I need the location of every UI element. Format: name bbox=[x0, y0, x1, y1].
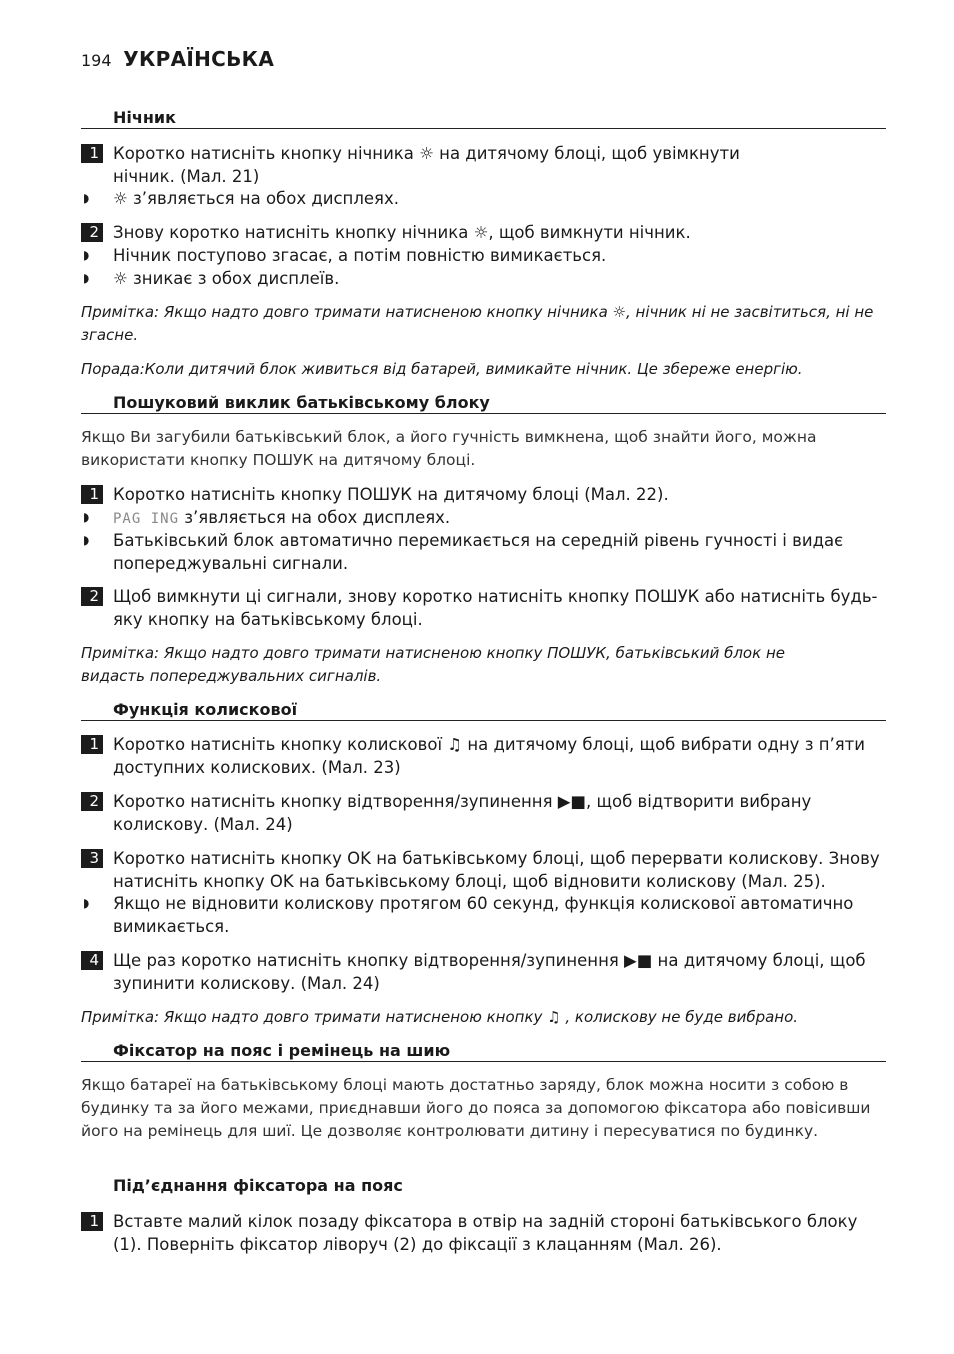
section-heading-attach: Під’єднання фіксатора на пояс bbox=[113, 1176, 403, 1195]
step-number: 1 bbox=[81, 485, 103, 504]
bullet-item: ◗ ☼ зникає з обох дисплеїв. bbox=[83, 269, 340, 288]
lcd-display-text: PAG ING bbox=[113, 511, 180, 527]
step-number: 1 bbox=[81, 144, 103, 163]
step-number: 1 bbox=[81, 1212, 103, 1231]
tip-text: Порада:Коли дитячий блок живиться від батарей, вимикайте нічник. Це збереже енергію. bbox=[81, 360, 803, 378]
step-number: 2 bbox=[81, 587, 103, 606]
step-number: 3 bbox=[81, 849, 103, 868]
step-item: 1 Коротко натисніть кнопку ПОШУК на дитячому блоці (Мал. 22). bbox=[81, 483, 891, 506]
bullet-icon: ◗ bbox=[83, 896, 90, 910]
step-item: 4 Ще раз коротко натисніть кнопку відтворення/зупинення ▶■ на дитячому блоці, щоб зупинити колискову. (Мал. 24) bbox=[81, 949, 891, 995]
step-item: 2 Щоб вимкнути ці сигнали, знову коротко натисніть кнопку ПОШУК або натисніть будь-яку кнопку на батьківському блоці. bbox=[81, 585, 891, 631]
language-title: УКРАЇНСЬКА bbox=[123, 47, 275, 71]
intro-paragraph: Якщо Ви загубили батьківський блок, а його гучність вимкнена, щоб знайти його, можна використати кнопку ПОШУК на дитячому блоці. bbox=[81, 428, 817, 469]
bullet-icon: ◗ bbox=[83, 510, 90, 524]
step-number: 2 bbox=[81, 223, 103, 242]
section-heading-night-light: Нічник bbox=[81, 108, 886, 129]
step-item: 1 Коротко натисніть кнопку нічника ☼ на дитячому блоці, щоб увімкнути нічник. (Мал. 21) bbox=[81, 142, 891, 188]
bullet-icon: ◗ bbox=[83, 248, 90, 262]
step-item: 1 Коротко натисніть кнопку колискової ♫ на дитячому блоці, щоб вибрати одну з п’яти доступних колискових. (Мал. 23) bbox=[81, 733, 891, 779]
step-item: 3 Коротко натисніть кнопку OK на батьківському блоці, щоб перервати колискову. Знову натисніть кнопку OK на батьківському блоці, щоб відновити колискову (Мал. 25). bbox=[81, 847, 891, 893]
step-item: 2 Знову коротко натисніть кнопку нічника ☼, щоб вимкнути нічник. bbox=[81, 221, 891, 244]
step-item: 2 Коротко натисніть кнопку відтворення/зупинення ▶■, щоб відтворити вибрану колискову. (Мал. 24) bbox=[81, 790, 891, 836]
bullet-icon: ◗ bbox=[83, 271, 90, 285]
step-number: 2 bbox=[81, 792, 103, 811]
intro-paragraph: Якщо батареї на батьківському блоці мають достатньо заряду, блок можна носити з собою в будинку та за його межами, приєднавши його до пояса за допомогою фіксатора або повісивши його на ремінець для шиї. Це дозволяє контролювати дитину і пересуватися по будинку. bbox=[81, 1076, 871, 1140]
section-heading-lullaby: Функція колискової bbox=[81, 700, 886, 721]
bullet-icon: ◗ bbox=[83, 533, 90, 547]
bullet-item: ◗ ☼ з’являється на обох дисплеях. bbox=[83, 189, 399, 208]
step-item: 1 Вставте малий кілок позаду фіксатора в отвір на задній стороні батьківського блоку (1). Поверніть фіксатор ліворуч (2) до фіксації з клацанням (Мал. 26). bbox=[81, 1210, 891, 1256]
note-text: Примітка: Якщо надто довго тримати натисненою кнопку нічника ☼, нічник ні не засвітиться, ні не згасне. bbox=[81, 303, 874, 344]
page-header bbox=[81, 47, 274, 71]
section-heading-paging: Пошуковий виклик батьківському блоку bbox=[81, 393, 886, 414]
bullet-item: ◗ Батьківський блок автоматично перемикається на середній рівень гучності і видає попереджувальні сигнали. bbox=[83, 531, 844, 573]
bullet-item: ◗ PAG ING з’являється на обох дисплеях. bbox=[83, 508, 451, 527]
note-text: Примітка: Якщо надто довго тримати натисненою кнопку ♫ , колискову не буде вибрано. bbox=[81, 1008, 799, 1026]
step-number: 4 bbox=[81, 951, 103, 970]
page-number: 194 bbox=[81, 51, 112, 70]
bullet-item: ◗ Нічник поступово згасає, а потім повністю вимикається. bbox=[83, 246, 607, 265]
bullet-item: ◗ Якщо не відновити колискову протягом 60 секунд, функція колискової автоматично вимикається. bbox=[83, 894, 854, 936]
section-heading-clip: Фіксатор на пояс і ремінець на шию bbox=[81, 1041, 886, 1062]
note-text: Примітка: Якщо надто довго тримати натисненою кнопку ПОШУК, батьківський блок не видасть попереджувальних сигналів. bbox=[81, 644, 785, 685]
bullet-icon: ◗ bbox=[83, 191, 90, 205]
step-number: 1 bbox=[81, 735, 103, 754]
